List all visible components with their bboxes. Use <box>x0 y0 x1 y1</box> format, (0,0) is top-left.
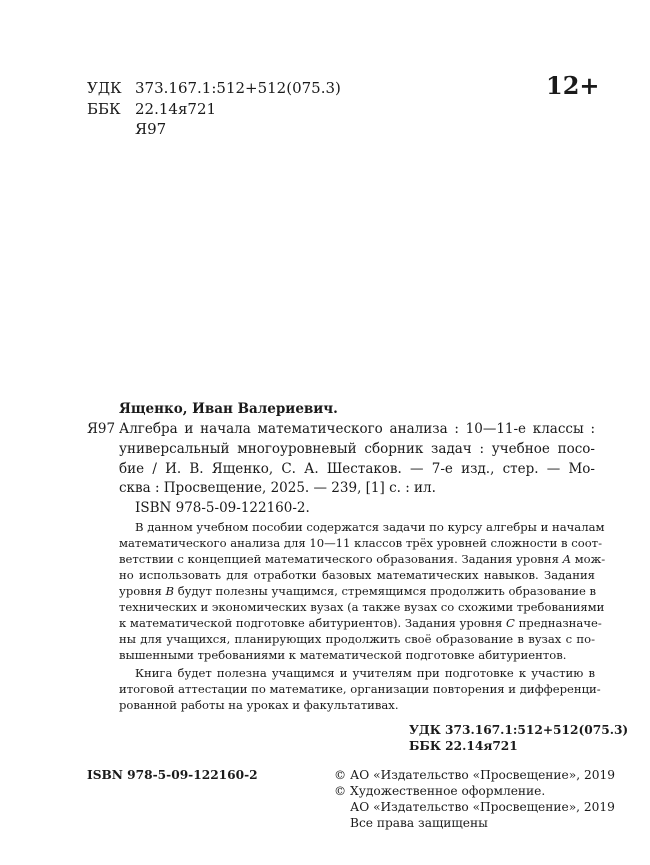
bbk-header-value: 22.14я721 <box>135 100 217 118</box>
annotation-line: итоговой аттестации по математике, организации повторения и дифференци- <box>119 682 601 696</box>
annotation-line: Книга будет полезна учащимся и учителям при подготовке к участию в <box>135 666 595 680</box>
bbk-footer: ББК 22.14я721 <box>409 739 518 753</box>
annotation-line: но использовать для отработки базовых математических навыков. Задания <box>119 568 595 582</box>
udk-header-label: УДК <box>87 79 122 97</box>
annotation-line: рованной работы на уроках и факультативах. <box>119 698 399 712</box>
annotation-line: ны для учащихся, планирующих продолжить своё образование в вузах с по- <box>119 632 595 646</box>
annotation-line: вышенными требованиями к математической подготовке абитуриентов. <box>119 648 567 662</box>
copyright-publisher: © АО «Издательство «Просвещение», 2019 <box>334 768 615 782</box>
annotation-line: математического анализа для 10—11 классов трёх уровней сложности в соот- <box>119 536 603 550</box>
copyright-design-owner: АО «Издательство «Просвещение», 2019 <box>350 800 615 814</box>
catalog-line: Алгебра и начала математического анализа : 10—11-е классы : <box>119 421 595 437</box>
all-rights-reserved: Все права защищены <box>350 816 488 830</box>
udk-header-value: 373.167.1:512+512(075.3) <box>135 79 341 97</box>
annotation-line: ветствии с концепцией математического образования. Задания уровня A мож- <box>119 552 606 566</box>
catalog-line: универсальный многоуровневый сборник задач : учебное посо- <box>119 441 595 457</box>
annotation-line: уровня B будут полезны учащимся, стремящимся продолжить образование в <box>119 584 597 598</box>
catalog-isbn: ISBN 978-5-09-122160-2. <box>135 500 310 516</box>
udk-footer: УДК 373.167.1:512+512(075.3) <box>409 723 629 737</box>
age-rating-badge: 12+ <box>546 71 600 100</box>
annotation-line: технических и экономических вузах (а также вузах со схожими требованиями <box>119 600 605 614</box>
annotation-line: В данном учебном пособии содержатся задачи по курсу алгебры и началам <box>135 520 605 534</box>
author-mark-header: Я97 <box>135 120 167 138</box>
isbn-footer: ISBN 978-5-09-122160-2 <box>87 768 258 782</box>
catalog-author: Ященко, Иван Валериевич. <box>119 401 338 417</box>
annotation-line: к математической подготовке абитуриентов). Задания уровня C предназначе- <box>119 616 602 630</box>
catalog-line: бие / И. В. Ященко, С. А. Шестаков. — 7-е изд., стер. — Мо- <box>119 461 595 477</box>
bbk-header-label: ББК <box>87 100 121 118</box>
copyright-design: © Художественное оформление. <box>334 784 546 798</box>
catalog-mark: Я97 <box>87 421 116 437</box>
catalog-line: сква : Просвещение, 2025. — 239, [1] с. : ил. <box>119 480 436 496</box>
